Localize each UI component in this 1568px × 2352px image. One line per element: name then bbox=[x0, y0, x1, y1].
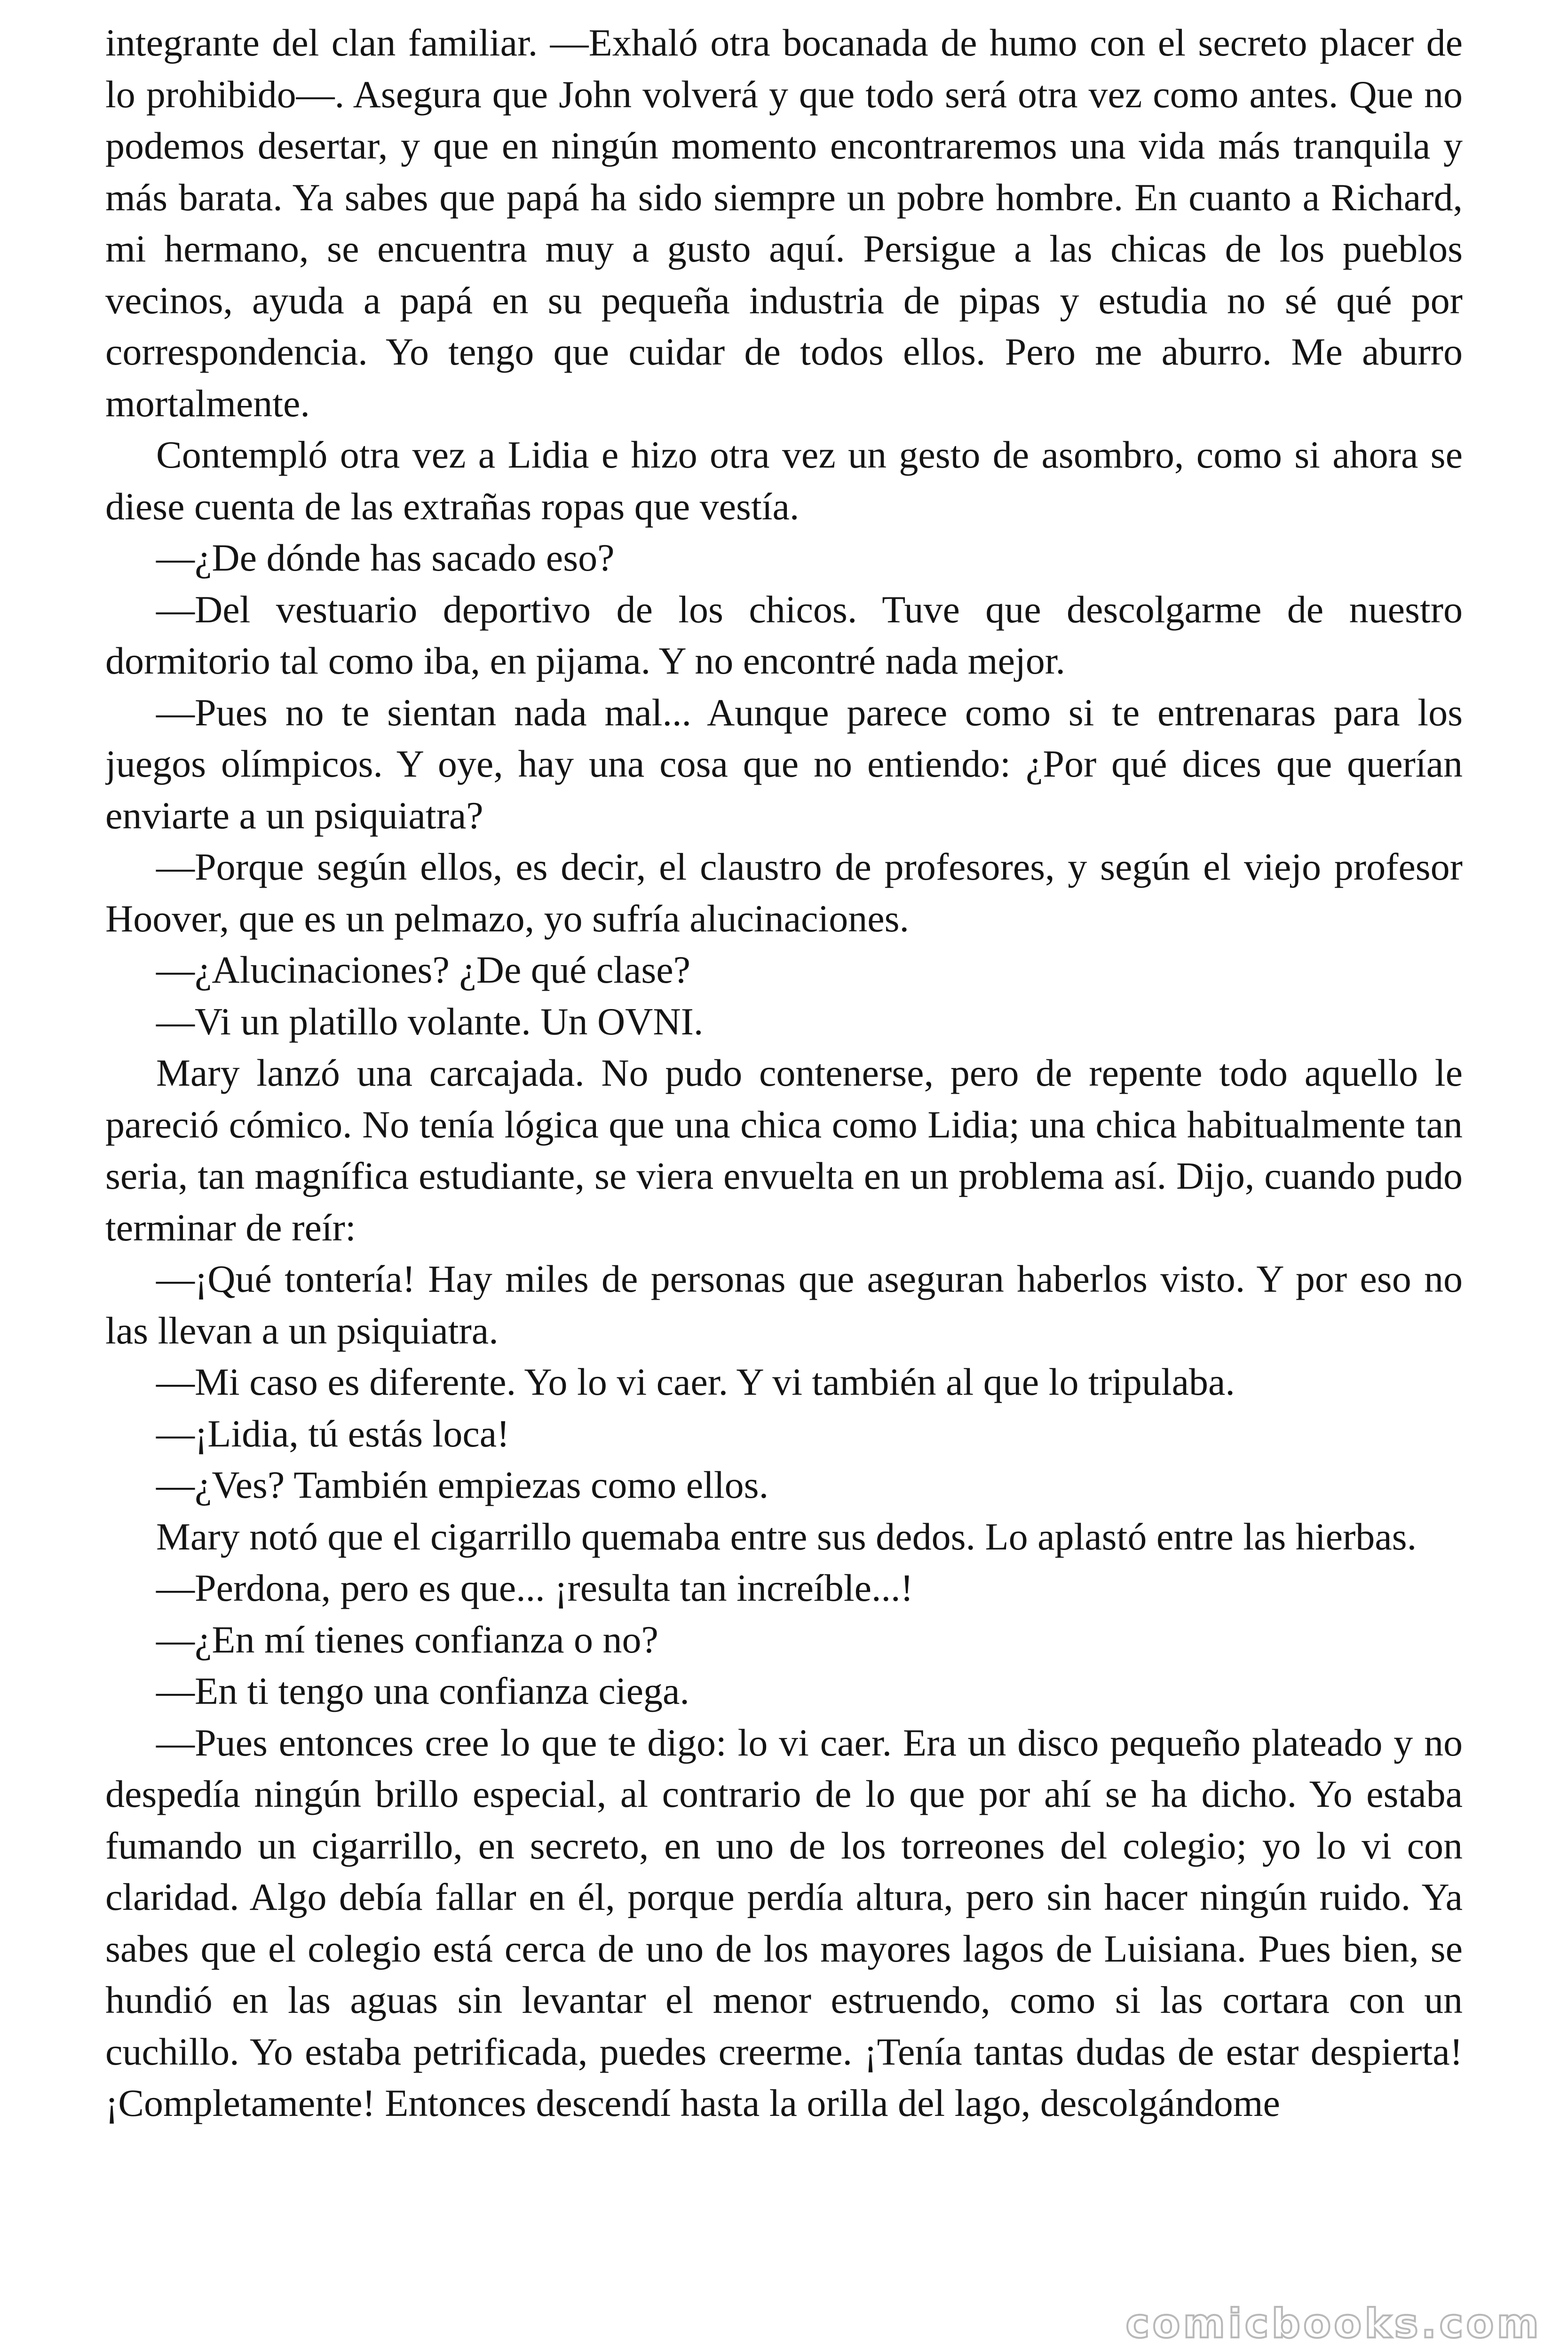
paragraph: —Del vestuario deportivo de los chicos. Tuve que descolgarme de nuestro dormitorio tal como iba, en pijama. Y no encontré nada mejor. bbox=[105, 588, 1463, 682]
paragraph: —Vi un platillo volante. Un OVNI. bbox=[156, 1000, 704, 1043]
paragraph: —Perdona, pero es que... ¡resulta tan increíble...! bbox=[156, 1566, 913, 1609]
paragraph: integrante del clan familiar. —Exhaló otra bocanada de humo con el secreto placer de lo prohibido—. Asegura que John volverá y que todo será otra vez como antes. Que no podemos desertar, y que en ningún momento encontraremos una vida más tranquila y más barata. Ya sabes que papá ha sido siempre un pobre hombre. En cuanto a Richard, mi hermano, se encuentra muy a gusto aquí. Persigue a las chicas de los pueblos vecinos, ayuda a papá en su pequeña industria de pipas y estudia no sé qué por correspondencia. Yo tengo que cuidar de todos ellos. Pero me aburro. Me aburro mortalmente. bbox=[105, 21, 1463, 425]
paragraph: —¿De dónde has sacado eso? bbox=[156, 536, 615, 579]
paragraph: —¡Lidia, tú estás loca! bbox=[156, 1412, 510, 1455]
paragraph: —¿Ves? También empiezas como ellos. bbox=[156, 1463, 769, 1506]
paragraph: —Pues no te sientan nada mal... Aunque parece como si te entrenaras para los juegos olímpicos. Y oye, hay una cosa que no entiendo: ¿Por qué dices que querían enviarte a un psiquiatra? bbox=[105, 691, 1463, 837]
paragraph: Mary lanzó una carcajada. No pudo contenerse, pero de repente todo aquello le pareció cómico. No tenía lógica que una chica como Lidia; una chica habitualmente tan seria, tan magnífica estudiante, se viera envuelta en un problema así. Dijo, cuando pudo terminar de reír: bbox=[105, 1051, 1463, 1249]
paragraph: —En ti tengo una confianza ciega. bbox=[156, 1669, 689, 1712]
paragraph: —¿Alucinaciones? ¿De qué clase? bbox=[156, 948, 691, 991]
watermark: comicbooks.com bbox=[1125, 2300, 1542, 2347]
paragraph: Mary notó que el cigarrillo quemaba entre sus dedos. Lo aplastó entre las hierbas. bbox=[156, 1515, 1417, 1558]
paragraph: —Pues entonces cree lo que te digo: lo vi caer. Era un disco pequeño plateado y no despedía ningún brillo especial, al contrario de lo que por ahí se ha dicho. Yo estaba fumando un cigarrillo, en secreto, en uno de los torreones del colegio; yo lo vi con claridad. Algo debía fallar en él, porque perdía altura, pero sin hacer ningún ruido. Ya sabes que el colegio está cerca de uno de los mayores lagos de Luisiana. Pues bien, se hundió en las aguas sin levantar el menor estruendo, como si las cortara con un cuchillo. Yo estaba petrificada, puedes creerme. ¡Tenía tantas dudas de estar despierta! ¡Completamente! Entonces descendí hasta la orilla del lago, descolgándome bbox=[105, 1721, 1463, 2124]
paragraph: —¡Qué tontería! Hay miles de personas que aseguran haberlos visto. Y por eso no las llevan a un psiquiatra. bbox=[105, 1257, 1463, 1352]
book-page bbox=[105, 17, 1463, 2322]
paragraph: —¿En mí tienes confianza o no? bbox=[156, 1618, 658, 1661]
paragraph: Contempló otra vez a Lidia e hizo otra vez un gesto de asombro, como si ahora se diese cuenta de las extrañas ropas que vestía. bbox=[105, 433, 1463, 528]
paragraph: —Mi caso es diferente. Yo lo vi caer. Y vi también al que lo tripulaba. bbox=[156, 1360, 1235, 1403]
paragraph: —Porque según ellos, es decir, el claustro de profesores, y según el viejo profesor Hoover, que es un pelmazo, yo sufría alucinaciones. bbox=[105, 845, 1463, 940]
